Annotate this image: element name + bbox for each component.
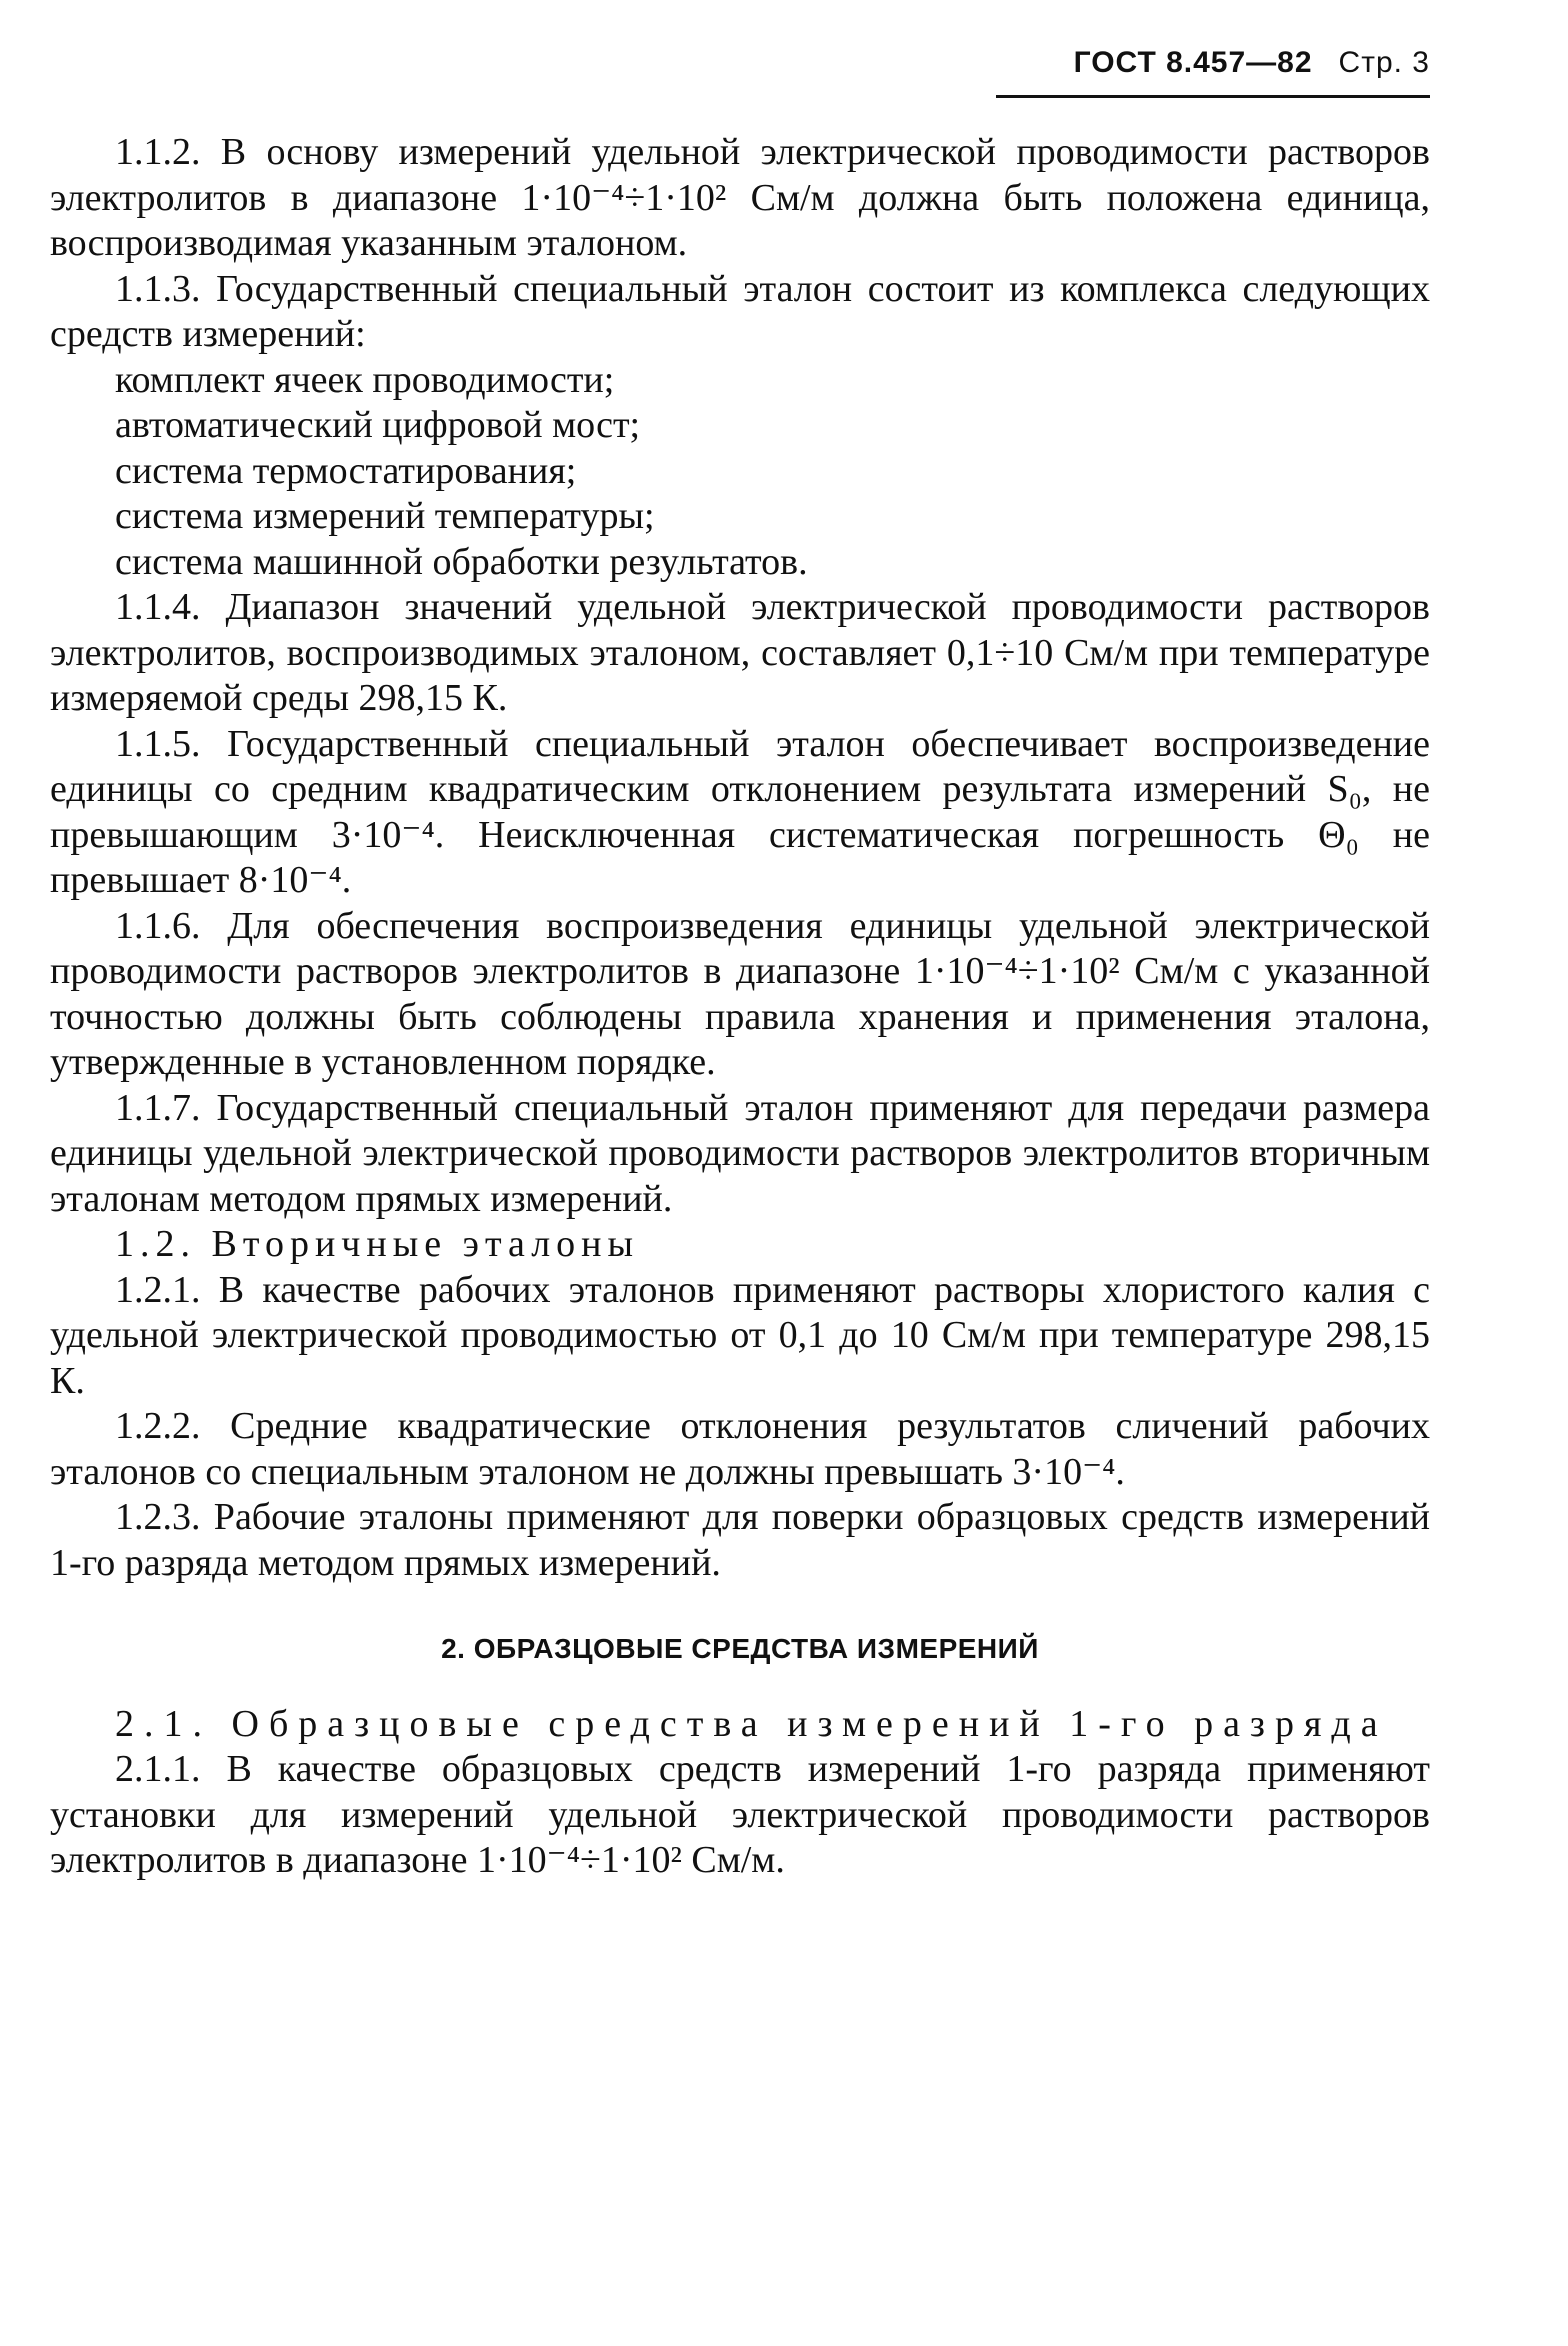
page-header bbox=[1074, 46, 1430, 80]
list-item: комплект ячеек проводимости; bbox=[115, 358, 615, 401]
document-page bbox=[50, 0, 1430, 2346]
equipment-list bbox=[50, 358, 1430, 586]
paragraph-1-2-3: 1.2.3. Рабочие эталоны применяют для поверки образцовых средств измерений 1-го разряда методом прямых измерений. bbox=[50, 1496, 1430, 1584]
paragraph-2-1-1: 2.1.1. В качестве образцовых средств измерений 1-го разряда применяют установки для измерений удельной электрической проводимости растворов электролитов в диапазоне 1·10⁻⁴÷1·10² См/м. bbox=[50, 1748, 1430, 1881]
paragraph-1-2-2: 1.2.2. Средние квадратические отклонения результатов сличений рабочих эталонов со специальным эталоном не должны превышать 3·10⁻⁴. bbox=[50, 1405, 1430, 1493]
paragraph-1-1-6: 1.1.6. Для обеспечения воспроизведения единицы удельной электрической проводимости растворов электролитов в диапазоне 1·10⁻⁴÷1·10² См/м с указанной точностью должны быть соблюдены правила хранения и применения эталона, утвержденные в установленном порядке. bbox=[50, 904, 1430, 1083]
paragraph-1-1-2: 1.1.2. В основу измерений удельной электрической проводимости растворов электролитов в диапазоне 1·10⁻⁴÷1·10² См/м должна быть положена единица, воспроизводимая указанным эталоном. bbox=[50, 131, 1430, 264]
section-heading-2: 2. ОБРАЗЦОВЫЕ СРЕДСТВА ИЗМЕРЕНИЙ bbox=[441, 1633, 1039, 1664]
paragraph-1-1-3: 1.1.3. Государственный специальный эталон состоит из комплекса следующих средств измерений: bbox=[50, 267, 1430, 355]
paragraph-1-2-1: 1.2.1. В качестве рабочих эталонов применяют растворы хлористого калия с удельной электрической проводимостью от 0,1 до 10 См/м при температуре 298,15 К. bbox=[50, 1268, 1430, 1402]
header-rule bbox=[996, 95, 1430, 98]
paragraph-1-1-4: 1.1.4. Диапазон значений удельной электрической проводимости растворов электролитов, воспроизводимых эталоном, составляет 0,1÷10 См/м при температуре измеряемой среды 298,15 К. bbox=[50, 586, 1430, 719]
page-number: Стр. 3 bbox=[1338, 46, 1430, 79]
subsection-heading-1-2: 1.2. Вторичные эталоны bbox=[115, 1223, 640, 1265]
list-item: автоматический цифровой мост; bbox=[115, 404, 641, 446]
list-item: система термостатирования; bbox=[115, 449, 577, 492]
standard-number: ГОСТ 8.457—82 bbox=[1073, 46, 1313, 79]
list-item: система измерений температуры; bbox=[115, 495, 655, 537]
subsection-heading-2-1: 2.1. Образцовые средства измерений 1-го разряда bbox=[115, 1702, 1388, 1745]
list-item: система машинной обработки результатов. bbox=[115, 540, 808, 583]
paragraph-1-1-7: 1.1.7. Государственный специальный эталон применяют для передачи размера единицы удельной электрической проводимости растворов электролитов вторичным эталонам методом прямых измерений. bbox=[50, 1086, 1430, 1220]
document-body bbox=[50, 130, 1430, 1884]
paragraph-1-1-5: 1.1.5. Государственный специальный эталон обеспечивает воспроизведение единицы со средним квадратическим отклонением результата измерений S₀, не превышающим 3·10⁻⁴. Неисключенная систематическая погрешность Θ₀ не превышает 8·10⁻⁴. bbox=[50, 722, 1430, 901]
